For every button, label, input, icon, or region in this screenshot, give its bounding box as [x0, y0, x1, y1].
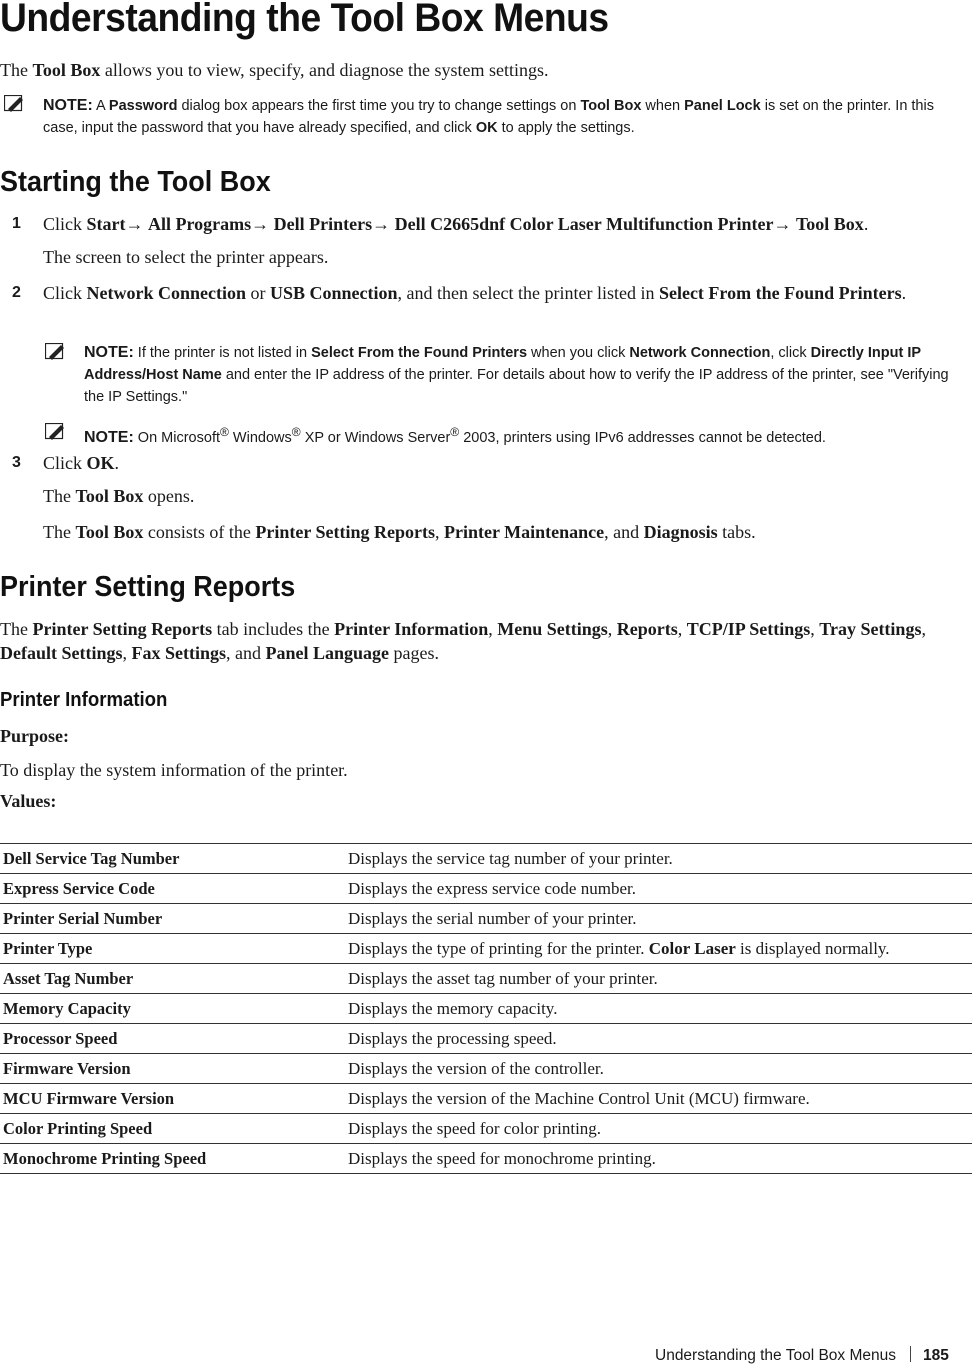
note-ip-address: NOTE: If the printer is not listed in Select From the Found Printers when you click Network Connection, click Directly Input IP Address/Host Name and enter the IP address of the printer. For details about how to verify the IP address of the printer, see "Verifying the IP Settings.": [84, 344, 949, 405]
table-key: Memory Capacity: [0, 994, 344, 1024]
table-desc: Displays the version of the controller.: [344, 1054, 972, 1084]
table-key: Printer Type: [0, 934, 344, 964]
page-title: Understanding the Tool Box Menus: [0, 0, 609, 40]
table-row: [0, 934, 972, 964]
purpose-label: Purpose:: [0, 726, 69, 746]
table-row: [0, 904, 972, 934]
table-row: [0, 1054, 972, 1084]
values-label: Values:: [0, 791, 57, 811]
table-desc: Displays the serial number of your printer.: [344, 904, 972, 934]
page-footer: [655, 1346, 949, 1365]
footer-divider: [910, 1346, 911, 1362]
table-key: Processor Speed: [0, 1024, 344, 1054]
table-desc: Displays the asset tag number of your printer.: [344, 964, 972, 994]
table-row: [0, 1084, 972, 1114]
subheading-printer-information: Printer Information: [0, 689, 168, 711]
step-1-result: The screen to select the printer appears.: [43, 247, 329, 267]
table-key: MCU Firmware Version: [0, 1084, 344, 1114]
printer-information-values-table: [0, 843, 972, 1174]
table-row: [0, 1144, 972, 1174]
purpose-text: To display the system information of the printer.: [0, 760, 348, 780]
table-row: [0, 1024, 972, 1054]
section-heading-printer-setting-reports: Printer Setting Reports: [0, 571, 296, 603]
page-number: 185: [922, 1347, 949, 1364]
table-desc: Displays the service tag number of your printer.: [344, 844, 972, 874]
table-desc: Displays the speed for color printing.: [344, 1114, 972, 1144]
section-heading-starting: Starting the Tool Box: [0, 166, 271, 198]
table-key: Firmware Version: [0, 1054, 344, 1084]
table-desc: Displays the type of printing for the printer. Color Laser is displayed normally.: [344, 934, 972, 964]
table-row: [0, 1114, 972, 1144]
table-row: [0, 844, 972, 874]
step-number: 2: [12, 284, 21, 301]
table-desc: Displays the version of the Machine Control Unit (MCU) firmware.: [344, 1084, 972, 1114]
footer-title: Understanding the Tool Box Menus: [655, 1347, 896, 1364]
note-pencil-icon: [45, 423, 65, 441]
step-number: 1: [12, 215, 21, 232]
table-row: [0, 994, 972, 1024]
step-3-tabs: The Tool Box consists of the Printer Setting Reports, Printer Maintenance, and Diagnosis tabs.: [43, 522, 756, 542]
table-desc: Displays the memory capacity.: [344, 994, 972, 1024]
table-desc: Displays the speed for monochrome printing.: [344, 1144, 972, 1174]
step-3-result: The Tool Box opens.: [43, 486, 195, 506]
table-key: Dell Service Tag Number: [0, 844, 344, 874]
note-pencil-icon: [4, 95, 24, 113]
step-2: Click Network Connection or USB Connection, and then select the printer listed in Select From the Found Printers.: [43, 283, 907, 303]
table-desc: Displays the express service code number.: [344, 874, 972, 904]
step-number: 3: [12, 454, 21, 471]
table-key: Express Service Code: [0, 874, 344, 904]
table-key: Color Printing Speed: [0, 1114, 344, 1144]
table-key: Asset Tag Number: [0, 964, 344, 994]
step-1: Click Start→ All Programs→ Dell Printers→ Dell C2665dnf Color Laser Multifunction Printer→ Tool Box.: [43, 214, 869, 234]
table-row: [0, 874, 972, 904]
note-password: NOTE: A Password dialog box appears the first time you try to change settings on Tool Box when Panel Lock is set on the printer. In this case, input the password that you have already specified, and click OK to apply the settings.: [43, 97, 934, 136]
note-pencil-icon: [45, 343, 65, 361]
table-desc: Displays the processing speed.: [344, 1024, 972, 1054]
step-3: Click OK.: [43, 453, 120, 473]
table-key: Monochrome Printing Speed: [0, 1144, 344, 1174]
note-ipv6: NOTE: On Microsoft® Windows® XP or Windows Server® 2003, printers using IPv6 addresses cannot be detected.: [84, 425, 826, 446]
table-row: [0, 964, 972, 994]
intro-paragraph: The Tool Box allows you to view, specify, and diagnose the system settings.: [0, 60, 549, 80]
table-key: Printer Serial Number: [0, 904, 344, 934]
printer-setting-reports-paragraph: The Printer Setting Reports tab includes the Printer Information, Menu Settings, Reports, TCP/IP Settings, Tray Settings, Default Settings, Fax Settings, and Panel Language pages.: [0, 619, 926, 663]
